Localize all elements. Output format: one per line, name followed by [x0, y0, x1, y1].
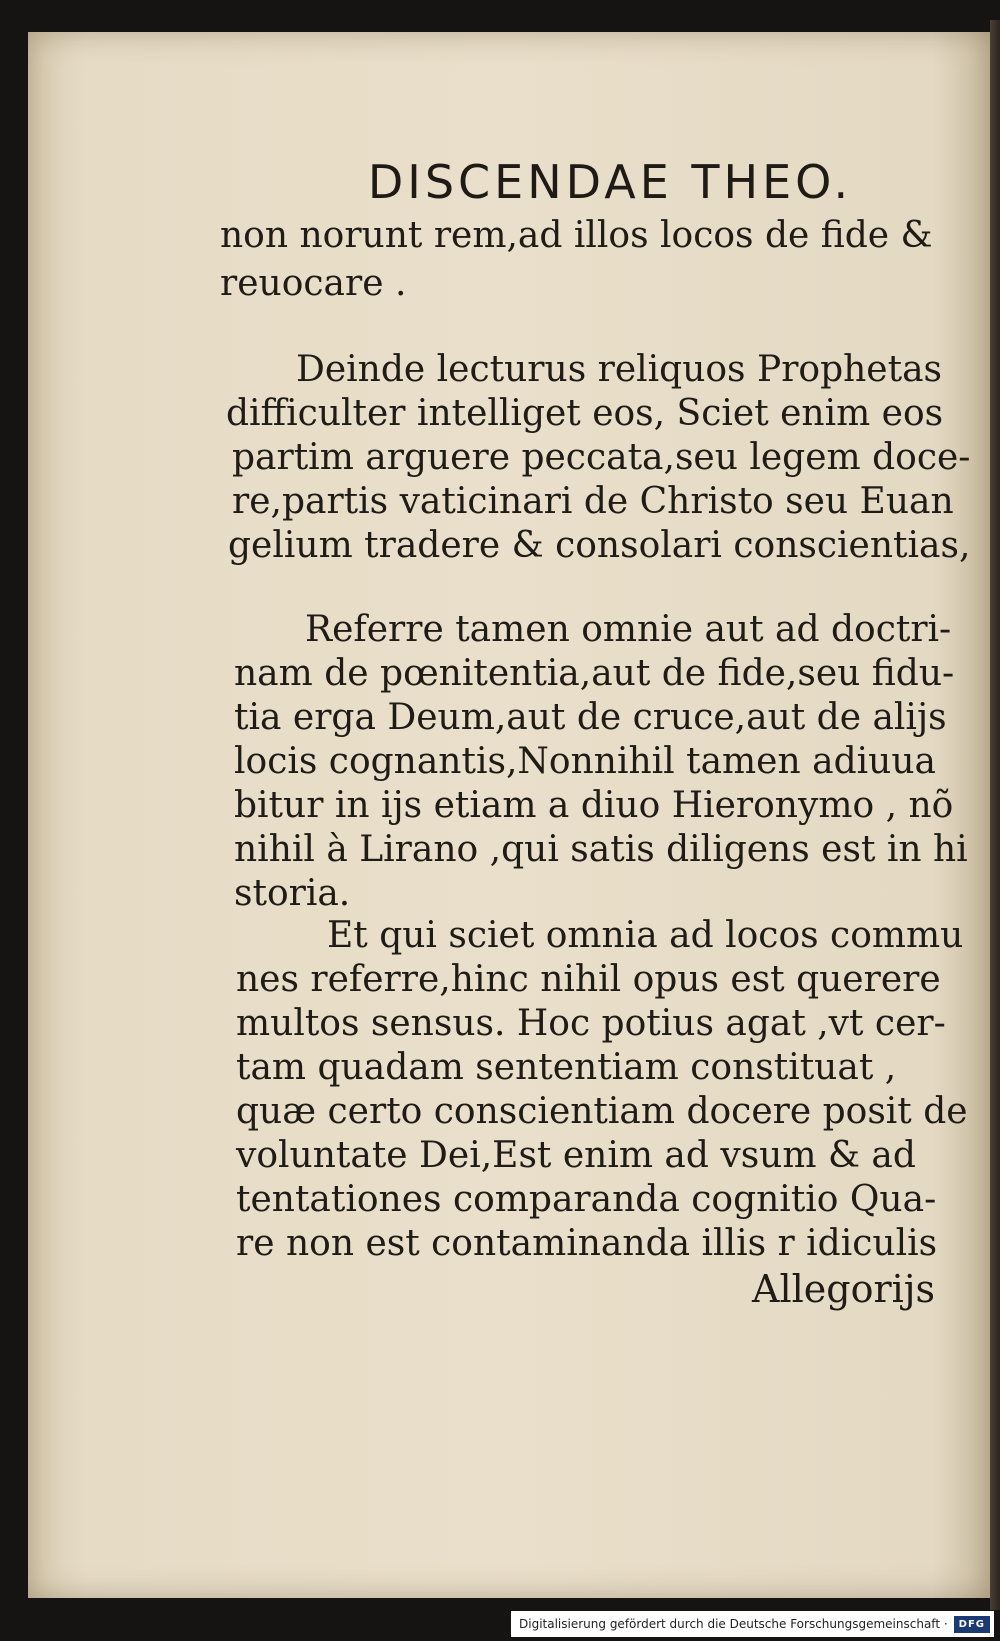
text-line: gelium tradere & consolari conscientias, — [228, 525, 971, 566]
text-line: locis cognantis,Nonnihil tamen adiuua — [234, 741, 936, 782]
text-line: storia. — [234, 873, 351, 914]
text-line: Et qui sciet omnia ad locos commu — [327, 915, 964, 956]
text-line: tentationes comparanda cognitio Qua- — [236, 1179, 937, 1220]
text-line: quæ certo conscientiam docere posit de — [236, 1091, 968, 1132]
text-line: multos sensus. Hoc potius agat ,vt cer- — [236, 1003, 946, 1044]
text-line: tam quadam sententiam constituat , — [236, 1047, 897, 1088]
text-line: re,partis vaticinari de Christo seu Euan — [232, 481, 954, 522]
text-line: voluntate Dei,Est enim ad vsum & ad — [236, 1135, 916, 1176]
text-line: Referre tamen omnie aut ad doctri- — [305, 609, 952, 650]
running-header: DISCENDAE THEO. — [367, 155, 853, 209]
page-edge — [990, 20, 1000, 1610]
footer-bar — [511, 1611, 994, 1637]
footer-credit: Digitalisierung gefördert durch die Deutsche Forschungsgemeinschaft · — [519, 1617, 948, 1631]
text-line: bitur in ijs etiam a diuo Hieronymo , nõ — [234, 785, 954, 826]
dfg-logo: DFG — [954, 1616, 990, 1633]
text-line: nihil à Lirano ,qui satis diligens est in hi — [234, 829, 968, 870]
text-line: nes referre,hinc nihil opus est querere — [236, 959, 941, 1000]
text-line: reuocare . — [220, 263, 407, 304]
catchword: Allegorijs — [752, 1267, 936, 1311]
text-line: partim arguere peccata,seu legem doce- — [232, 437, 971, 478]
text-line: re non est contaminanda illis r idiculis — [236, 1223, 938, 1264]
text-line: nam de pœnitentia,aut de fide,seu fidu- — [234, 653, 955, 694]
text-line: non norunt rem,ad illos locos de fide & — [220, 215, 933, 256]
text-line: Deinde lecturus reliquos Prophetas — [296, 349, 943, 390]
text-line: tia erga Deum,aut de cruce,aut de alijs — [234, 697, 947, 738]
text-line: difficulter intelliget eos, Sciet enim eos — [226, 393, 944, 434]
